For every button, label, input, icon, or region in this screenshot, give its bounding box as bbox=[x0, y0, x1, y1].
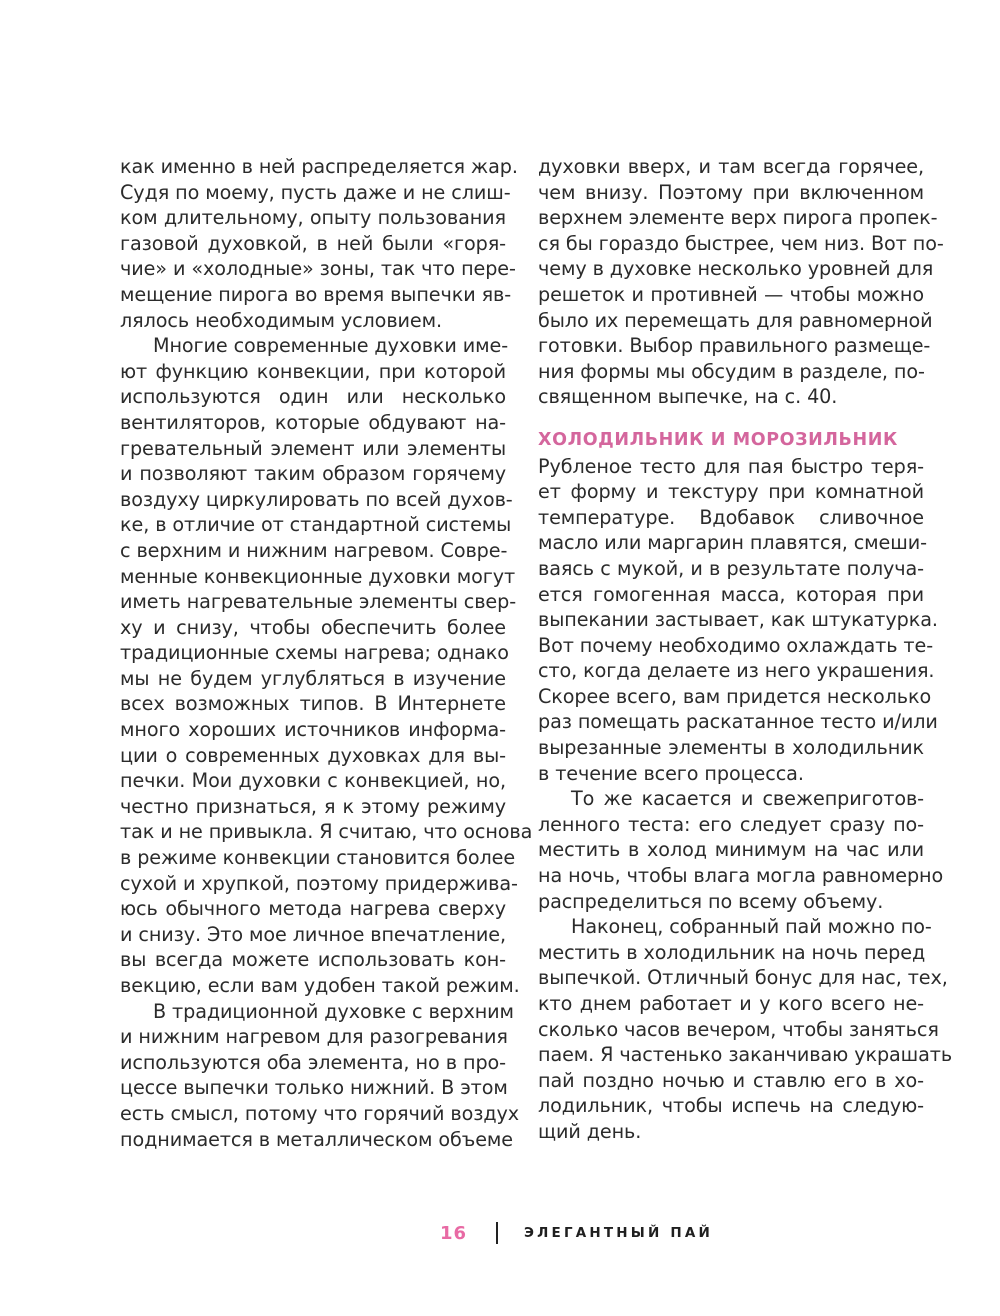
left-column bbox=[120, 154, 533, 1152]
text-line: Многие современные духовки име- bbox=[153, 334, 509, 358]
text-line: векцию, если вам удобен такой режим. bbox=[120, 974, 520, 997]
page-footer bbox=[440, 1218, 713, 1248]
text-line: пай поздно ночью и ставлю его в хо- bbox=[538, 1068, 924, 1092]
text-line: В традиционной духовке с верхним bbox=[153, 999, 514, 1023]
text-line: как именно в ней распределяется жар. bbox=[120, 155, 518, 178]
text-line: было их перемещать для равномерной bbox=[538, 308, 933, 332]
right-column-text-before-heading bbox=[538, 154, 944, 410]
text-line: ком длительному, опыту пользования bbox=[120, 206, 506, 230]
text-line: сто, когда делаете из него украшения. bbox=[538, 659, 935, 683]
text-line: ет форму и текстуру при комнатной bbox=[538, 480, 924, 504]
text-line: всех возможных типов. В Интернете bbox=[120, 692, 506, 716]
text-line: Скорее всего, вам придется несколько bbox=[538, 684, 932, 708]
text-line: паем. Я частенько заканчиваю украшать bbox=[538, 1043, 953, 1067]
text-line: на ночь, чтобы влага могла равномерно bbox=[538, 864, 944, 888]
text-line: ся бы гораздо быстрее, чем низ. Вот по- bbox=[538, 231, 944, 255]
text-line: ется гомогенная масса, которая при bbox=[538, 582, 924, 606]
text-line: и нижним нагревом для разогревания bbox=[120, 1025, 508, 1049]
text-line: То же касается и свежеприготов- bbox=[571, 787, 924, 811]
text-line: чему в духовке несколько уровней для bbox=[538, 257, 934, 281]
footer-divider bbox=[496, 1222, 498, 1244]
text-line: масло или маргарин плавятся, смеши- bbox=[538, 531, 927, 555]
text-line: используются один или несколько bbox=[120, 385, 506, 409]
text-line: вырезанные элементы в холодильник bbox=[538, 736, 924, 760]
text-line: воздуху циркулировать по всей духов- bbox=[120, 487, 513, 511]
text-line: щий день. bbox=[538, 1119, 642, 1143]
text-line: мы не будем углубляться в изучение bbox=[120, 666, 506, 690]
text-line: ции о современных духовках для вы- bbox=[120, 743, 506, 767]
text-line: используются оба элемента, но в про- bbox=[120, 1050, 506, 1074]
text-line: выпекании застывает, как штукатурка. bbox=[538, 608, 938, 632]
text-line: выпечкой. Отличный бонус для нас, тех, bbox=[538, 966, 948, 990]
text-line: решеток и противней — чтобы можно bbox=[538, 282, 924, 306]
text-line: ют функцию конвекции, при которой bbox=[120, 359, 506, 383]
text-line: традиционные схемы нагрева; однако bbox=[120, 641, 509, 665]
text-line: температуре. Вдобавок сливочное bbox=[538, 505, 924, 529]
text-line: распределиться по всему объему. bbox=[538, 889, 884, 913]
text-line: ваясь с мукой, и в результате получа- bbox=[538, 556, 924, 580]
text-line: и позволяют таким образом горячему bbox=[120, 462, 506, 486]
text-line: ленного теста: его следует сразу по- bbox=[538, 812, 924, 836]
text-line: духовки вверх, и там всегда горячее, bbox=[538, 155, 924, 178]
text-line: готовки. Выбор правильного размеще- bbox=[538, 334, 931, 358]
text-line: местить в холодильник на ночь перед bbox=[538, 940, 926, 964]
text-line: священном выпечке, на с. 40. bbox=[538, 385, 838, 409]
text-line: ху и снизу, чтобы обеспечить более bbox=[120, 615, 506, 639]
text-line: мещение пирога во время выпечки яв- bbox=[120, 282, 512, 306]
text-line: ния формы мы обсудим в разделе, по- bbox=[538, 359, 925, 383]
book-title: ЭЛЕГАНТНЫЙ ПАЙ bbox=[524, 1225, 714, 1241]
text-line: Наконец, собранный пай можно по- bbox=[571, 915, 932, 939]
text-line: юсь обычного метода нагрева сверху bbox=[120, 897, 506, 921]
text-line: Судя по моему, пусть даже и не слиш- bbox=[120, 180, 511, 204]
text-line: сухой и хрупкой, поэтому придержива- bbox=[120, 871, 518, 895]
text-line: менные конвекционные духовки могут bbox=[120, 564, 516, 588]
text-line: верхнем элементе верх пирога пропек- bbox=[538, 206, 938, 230]
text-line: иметь нагревательные элементы свер- bbox=[120, 590, 517, 614]
section-heading: ХОЛОДИЛЬНИК И МОРОЗИЛЬНИК bbox=[538, 429, 898, 450]
text-line: Рубленое тесто для пая быстро теря- bbox=[538, 454, 924, 478]
text-line: сколько часов вечером, чтобы заняться bbox=[538, 1017, 939, 1041]
text-line: местить в холод минимум на час или bbox=[538, 838, 924, 862]
text-line: раз помещать раскатанное тесто и/или bbox=[538, 710, 938, 734]
text-line: чие» и «холодные» зоны, так что пере- bbox=[120, 257, 516, 281]
text-line: ке, в отличие от стандартной системы bbox=[120, 513, 512, 537]
right-column bbox=[538, 154, 953, 1145]
text-line: поднимается в металлическом объеме bbox=[120, 1127, 513, 1151]
right-column-text-after-heading bbox=[538, 454, 953, 1145]
text-line: в течение всего процесса. bbox=[538, 761, 804, 785]
text-line: газовой духовкой, в ней были «горя- bbox=[120, 231, 506, 255]
text-line: вентиляторов, которые обдувают на- bbox=[120, 410, 506, 434]
text-line: много хороших источников информа- bbox=[120, 718, 506, 742]
text-line: есть смысл, потому что горячий воздух bbox=[120, 1101, 520, 1125]
page-number: 16 bbox=[440, 1222, 468, 1244]
text-line: гревательный элемент или элементы bbox=[120, 436, 506, 460]
text-line: честно признаться, я к этому режиму bbox=[120, 794, 506, 818]
text-line: вы всегда можете использовать кон- bbox=[120, 948, 506, 972]
text-line: цессе выпечки только нижний. В этом bbox=[120, 1076, 508, 1100]
text-line: и снизу. Это мое личное впечатление, bbox=[120, 922, 506, 946]
text-line: печки. Мои духовки с конвекцией, но, bbox=[120, 769, 506, 793]
text-line: чем внизу. Поэтому при включенном bbox=[538, 180, 924, 204]
text-line: лялось необходимым условием. bbox=[120, 308, 442, 332]
text-line: в режиме конвекции становится более bbox=[120, 846, 516, 870]
text-line: кто днем работает и у кого всего не- bbox=[538, 992, 924, 1015]
text-line: лодильник, чтобы испечь на следую- bbox=[538, 1094, 924, 1118]
text-line: Вот почему необходимо охлаждать те- bbox=[538, 633, 934, 657]
text-line: с верхним и нижним нагревом. Совре- bbox=[120, 538, 508, 562]
text-line: так и не привыкла. Я считаю, что основа bbox=[120, 820, 533, 844]
